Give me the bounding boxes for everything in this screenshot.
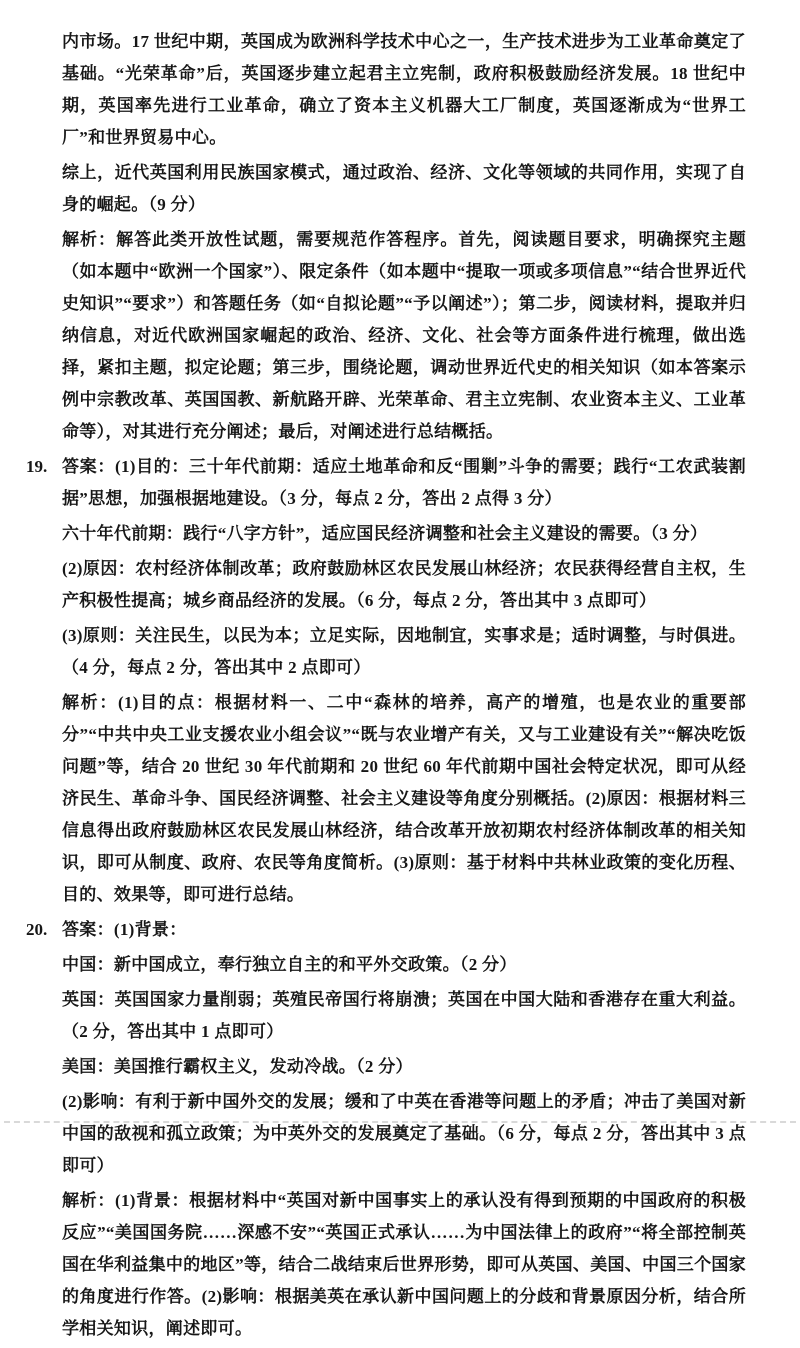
paragraph-conclusion (62, 157, 746, 221)
paragraph-text: (1)目的：三十年代前期：适应土地革命和反“围剿”斗争的需要；践行“工农武装割据”思想，加强根据地建设。（3 分，每点 2 分，答出 2 点得 3 分） (62, 457, 746, 508)
paragraph-text: 美国：美国推行霸权主义，发动冷战。（2 分） (62, 1057, 413, 1076)
analysis-label: 解析： (62, 693, 118, 712)
question-number: 19. (26, 457, 48, 476)
answer-label: 答案： (62, 457, 115, 476)
paragraph-text: (2)影响：有利于新中国外交的发展；缓和了中英在香港等问题上的矛盾；冲击了美国对新中国的敌视和孤立政策；为中英外交的发展奠定了基础。（6 分，每点 2 分，答出其中 3 点即可） (62, 1092, 746, 1175)
paragraph (62, 518, 746, 550)
paragraph-text: (1)背景：根据材料中“英国对新中国事实上的承认没有得到预期的中国政府的积极反应”“美国国务院……深感不安”“英国正式承认……为中国法律上的政府”“将全部控制英国在华利益集中的地区”等，结合二战结束后世界形势，即可从英国、美国、中国三个国家的角度进行作答。(2)影响：根据美英在承认新中国问题上的分歧和背景原因分析，结合所学相关知识，阐述即可。 (62, 1191, 746, 1338)
paragraph-text: 英国：英国国家力量削弱；英殖民帝国行将崩溃；英国在中国大陆和香港存在重大利益。（2 分，答出其中 1 点即可） (62, 990, 746, 1041)
paragraph-text: (3)原则：关注民生，以民为本；立足实际，因地制宜，实事求是；适时调整，与时俱进。（4 分，每点 2 分，答出其中 2 点即可） (62, 626, 746, 677)
paragraph (62, 620, 746, 684)
paragraph-text: 解答此类开放性试题，需要规范作答程序。首先，阅读题目要求，明确探究主题（如本题中“欧洲一个国家”）、限定条件（如本题中“提取一项或多项信息”“结合世界近代史知识”“要求”）和答题任务（如“自拟论题”“予以阐述”）；第二步，阅读材料，提取并归纳信息，对近代欧洲国家崛起的政治、经济、文化、社会等方面条件进行梳理，做出选择，紧扣主题，拟定论题；第三步，围绕论题，调动世界近代史的相关知识（如本答案示例中宗教改革、英国国教、新航路开辟、光荣革命、君主立宪制、农业资本主义、工业革命等），对其进行充分阐述；最后，对阐述进行总结概括。 (62, 230, 746, 441)
paragraph-text: (2)原因：农村经济体制改革；政府鼓励林区农民发展山林经济；农民获得经营自主权，生产积极性提高；城乡商品经济的发展。（6 分，每点 2 分，答出其中 3 点即可） (62, 559, 746, 610)
paragraph (62, 26, 746, 154)
paragraph-text: 综上，近代英国利用民族国家模式，通过政治、经济、文化等领域的共同作用，实现了自身的崛起。（9 分） (62, 163, 746, 214)
paragraph-analysis (62, 224, 746, 448)
paragraph (62, 1051, 746, 1083)
section-q20 (26, 914, 746, 1345)
question-number: 20. (26, 920, 48, 939)
paragraph-text: 中国：新中国成立，奉行独立自主的和平外交政策。（2 分） (62, 955, 517, 974)
paragraph (62, 984, 746, 1048)
paragraph-answer (26, 914, 746, 946)
section-q18-continuation (62, 26, 746, 448)
paragraph-text: 内市场。17 世纪中期，英国成为欧洲科学技术中心之一，生产技术进步为工业革命奠定了基础。“光荣革命”后，英国逐步建立起君主立宪制，政府积极鼓励经济发展。18 世纪中期，英国率先进行工业革命，确立了资本主义机器大工厂制度，英国逐渐成为“世界工厂”和世界贸易中心。 (62, 32, 746, 147)
paragraph-analysis (62, 687, 746, 911)
answer-key-page (26, 26, 746, 1348)
paragraph-answer (26, 451, 746, 515)
paragraph-text: (1)背景： (113, 920, 187, 939)
paragraph (62, 1086, 746, 1182)
paragraph-analysis (62, 1185, 746, 1345)
analysis-label: 解析： (62, 1191, 116, 1210)
answer-label: 答案： (62, 920, 114, 939)
analysis-label: 解析： (62, 230, 117, 249)
paragraph (62, 949, 746, 981)
paragraph (62, 553, 746, 617)
section-q19 (26, 451, 746, 911)
paragraph-text: 六十年代前期：践行“八字方针”，适应国民经济调整和社会主义建设的需要。（3 分） (62, 524, 708, 543)
paragraph-text: (1)目的点：根据材料一、二中“森林的培养，高产的增殖，也是农业的重要部分”“中共中央工业支援农业小组会议”“既与农业增产有关，又与工业建设有关”“解决吃饭问题”等，结合 20 世纪 30 年代前期和 20 世纪 60 年代前期中国社会特定状况，即可从经济民生、革命斗争、国民经济调整、社会主义建设等角度分别概括。(2)原因：根据材料三信息得出政府鼓励林区农民发展山林经济，结合改革开放初期农村经济体制改革的相关知识，即可从制度、政府、农民等角度简析。(3)原则：基于材料中共林业政策的变化历程、目的、效果等，即可进行总结。 (62, 693, 746, 904)
page-cut-line (4, 1121, 796, 1123)
